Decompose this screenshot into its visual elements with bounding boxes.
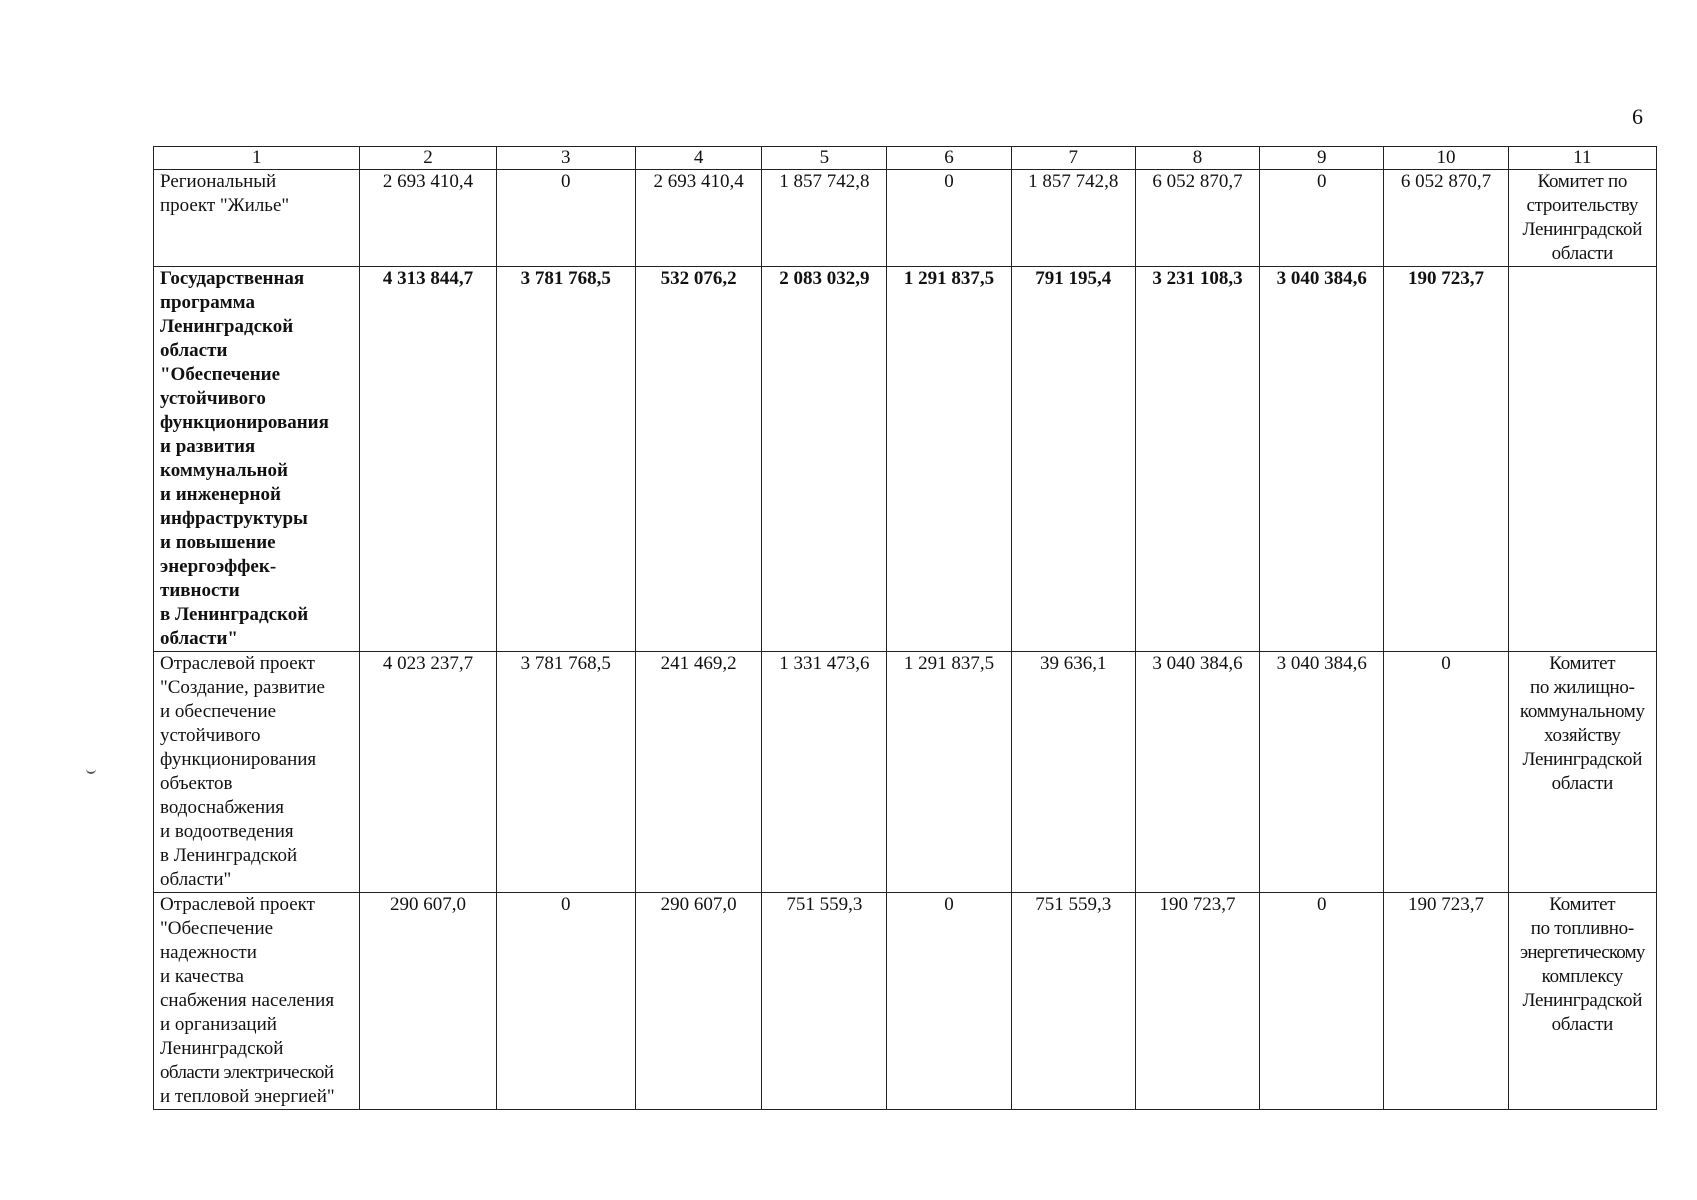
responsible-line: Ленинградской	[1522, 219, 1643, 240]
row-name-line: и тепловой энергией"	[160, 1086, 335, 1107]
row-name-line: Государственная	[160, 268, 305, 289]
responsible-line: области	[1551, 773, 1614, 794]
row-name-line: Ленинградской	[160, 316, 294, 337]
value-cell: 1 291 837,5	[887, 652, 1011, 893]
value-cell: 190 723,7	[1135, 893, 1259, 1110]
column-number-cell: 7	[1011, 147, 1135, 170]
row-name-line: водоснабжения	[160, 797, 285, 818]
row-name-line: функционирования	[160, 749, 317, 770]
responsible-line: Ленинградской	[1522, 990, 1643, 1011]
row-name-line: Ленинградской	[160, 1038, 284, 1059]
row-name-line: и развития	[160, 436, 256, 457]
table-row	[154, 267, 1657, 652]
value-cell: 190 723,7	[1384, 893, 1508, 1110]
value-cell: 3 040 384,6	[1260, 267, 1384, 652]
responsible-line: области	[1551, 243, 1614, 264]
row-name-line: и повышение	[160, 532, 276, 553]
responsible-line: комплексу	[1541, 966, 1623, 987]
value-cell: 0	[1260, 893, 1384, 1110]
row-name-line: области"	[160, 628, 238, 649]
row-name-line: объектов	[160, 773, 233, 794]
responsible-cell	[1508, 267, 1656, 652]
row-name-line: проект "Жилье"	[160, 195, 290, 216]
row-name-line: и инженерной	[160, 484, 281, 505]
row-name-line: области	[160, 340, 228, 361]
value-cell: 751 559,3	[762, 893, 887, 1110]
row-name-line: и организаций	[160, 1014, 277, 1035]
responsible-line: энергетическому	[1520, 942, 1645, 963]
column-number-cell: 11	[1508, 147, 1656, 170]
table-row	[154, 893, 1657, 1110]
responsible-line: по топливно-	[1530, 918, 1634, 939]
column-number-cell: 10	[1384, 147, 1508, 170]
value-cell: 241 469,2	[635, 652, 761, 893]
column-number-row	[154, 147, 1657, 170]
column-number-cell: 5	[762, 147, 887, 170]
row-name-cell	[154, 170, 360, 267]
row-name-line: энергоэффек-	[160, 556, 277, 577]
value-cell: 3 781 768,5	[496, 652, 635, 893]
value-cell: 4 313 844,7	[360, 267, 496, 652]
row-name-line: и водоотведения	[160, 821, 294, 842]
column-number-cell: 4	[635, 147, 761, 170]
row-name-line: Региональный	[160, 171, 277, 192]
responsible-line: строительству	[1526, 195, 1639, 216]
row-name-line: "Обеспечение	[160, 364, 281, 385]
value-cell: 4 023 237,7	[360, 652, 496, 893]
row-name-line: и обеспечение	[160, 701, 277, 722]
value-cell: 751 559,3	[1011, 893, 1135, 1110]
row-name-line: устойчивого	[160, 388, 266, 409]
row-name-cell	[154, 652, 360, 893]
row-name-line: в Ленинградской	[160, 845, 298, 866]
column-number-cell: 3	[496, 147, 635, 170]
value-cell: 3 781 768,5	[496, 267, 635, 652]
column-number-cell: 8	[1135, 147, 1259, 170]
row-name-line: тивности	[160, 580, 240, 601]
value-cell: 2 083 032,9	[762, 267, 887, 652]
row-name-line: инфраструктуры	[160, 508, 308, 529]
row-name-line: в Ленинградской	[160, 604, 309, 625]
column-number-cell: 6	[887, 147, 1011, 170]
responsible-line: хозяйству	[1544, 725, 1621, 746]
row-name-line: и качества	[160, 966, 244, 987]
column-number-cell: 1	[154, 147, 360, 170]
responsible-cell	[1508, 893, 1656, 1110]
responsible-cell	[1508, 652, 1656, 893]
value-cell: 0	[887, 170, 1011, 267]
value-cell: 1 857 742,8	[762, 170, 887, 267]
row-name-line: программа	[160, 292, 255, 313]
value-cell: 2 693 410,4	[360, 170, 496, 267]
responsible-cell	[1508, 170, 1656, 267]
value-cell: 0	[496, 170, 635, 267]
responsible-line: области	[1551, 1014, 1614, 1035]
value-cell: 3 040 384,6	[1135, 652, 1259, 893]
row-name-line: надежности	[160, 942, 257, 963]
value-cell: 0	[1260, 170, 1384, 267]
value-cell: 39 636,1	[1011, 652, 1135, 893]
responsible-line: Комитет	[1549, 894, 1616, 915]
responsible-line: по жилищно-	[1529, 677, 1635, 698]
column-number-cell: 9	[1260, 147, 1384, 170]
value-cell: 532 076,2	[635, 267, 761, 652]
table-row	[154, 170, 1657, 267]
row-name-line: снабжения населения	[160, 990, 335, 1011]
value-cell: 290 607,0	[635, 893, 761, 1110]
value-cell: 3 040 384,6	[1260, 652, 1384, 893]
value-cell: 1 857 742,8	[1011, 170, 1135, 267]
row-name-line: функционирования	[160, 412, 329, 433]
responsible-line: Комитет по	[1537, 171, 1628, 192]
value-cell: 3 231 108,3	[1135, 267, 1259, 652]
responsible-line: Ленинградской	[1522, 749, 1643, 770]
value-cell: 0	[1384, 652, 1508, 893]
value-cell: 0	[496, 893, 635, 1110]
row-name-line: Отраслевой проект	[160, 653, 315, 674]
row-name-line: области электрической	[160, 1062, 334, 1083]
row-name-cell	[154, 267, 360, 652]
row-name-line: области"	[160, 869, 232, 890]
value-cell: 6 052 870,7	[1135, 170, 1259, 267]
page-number: 6	[1632, 104, 1643, 129]
column-number-cell: 2	[360, 147, 496, 170]
value-cell: 6 052 870,7	[1384, 170, 1508, 267]
responsible-line: Комитет	[1549, 653, 1616, 674]
value-cell: 1 331 473,6	[762, 652, 887, 893]
row-name-line: "Создание, развитие	[160, 677, 325, 698]
table-row	[154, 652, 1657, 893]
row-name-cell	[154, 893, 360, 1110]
responsible-line: коммунальному	[1519, 701, 1645, 722]
value-cell: 0	[887, 893, 1011, 1110]
value-cell: 791 195,4	[1011, 267, 1135, 652]
row-name-line: коммунальной	[160, 460, 288, 481]
value-cell: 190 723,7	[1384, 267, 1508, 652]
row-name-line: устойчивого	[160, 725, 261, 746]
scan-mark	[86, 766, 96, 774]
value-cell: 2 693 410,4	[635, 170, 761, 267]
value-cell: 1 291 837,5	[887, 267, 1011, 652]
row-name-line: Отраслевой проект	[160, 894, 315, 915]
row-name-line: "Обеспечение	[160, 918, 274, 939]
budget-table	[153, 146, 1657, 1110]
value-cell: 290 607,0	[360, 893, 496, 1110]
